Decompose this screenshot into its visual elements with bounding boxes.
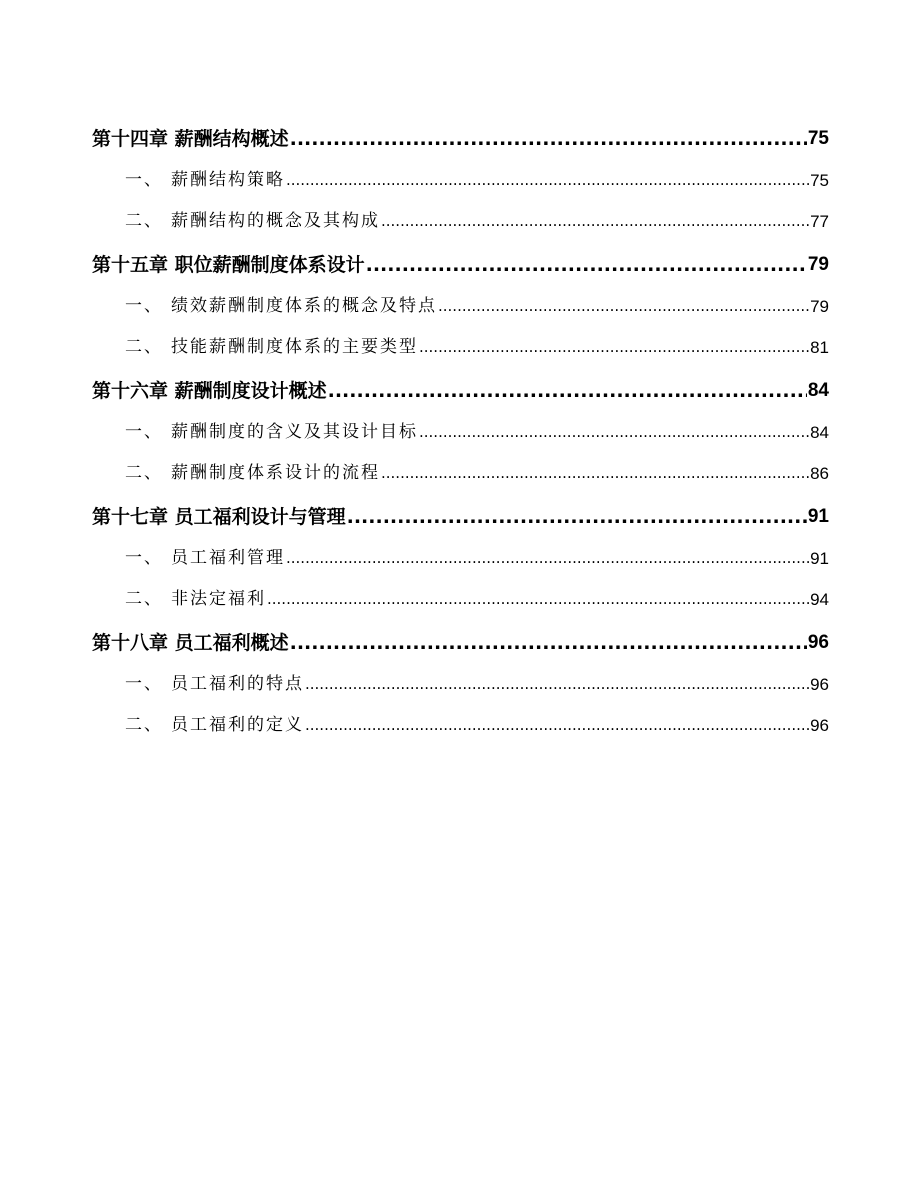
chapter-page-number: 75	[807, 128, 829, 149]
section-number: 一、	[125, 548, 163, 568]
toc-chapter-entry[interactable]	[92, 622, 829, 664]
section-title: 绩效薪酬制度体系的概念及特点	[171, 296, 437, 316]
dot-leader	[381, 453, 809, 494]
dot-leader	[286, 160, 809, 201]
section-page-number: 96	[810, 716, 829, 735]
chapter-title: 第十四章 薪酬结构概述	[92, 128, 289, 150]
section-label	[125, 160, 285, 201]
chapter-title: 第十八章 员工福利概述	[92, 632, 289, 654]
chapter-page-number: 96	[807, 632, 829, 653]
section-page-number: 75	[810, 171, 829, 190]
toc-section-entry[interactable]	[92, 579, 829, 620]
section-page-number: 79	[810, 297, 829, 316]
toc-section-entry[interactable]	[92, 160, 829, 201]
dot-leader	[419, 327, 809, 368]
toc-section-entry[interactable]	[92, 201, 829, 242]
section-label	[125, 412, 418, 453]
dot-leader	[328, 370, 807, 412]
dot-leader	[438, 286, 809, 327]
toc-section-entry[interactable]	[92, 327, 829, 368]
dot-leader	[290, 118, 807, 160]
section-label	[125, 286, 437, 327]
section-label	[125, 579, 266, 620]
toc-chapter-entry[interactable]	[92, 370, 829, 412]
toc-section-entry[interactable]	[92, 664, 829, 705]
section-page-number: 86	[810, 464, 829, 483]
section-page-number: 81	[810, 338, 829, 357]
section-number: 一、	[125, 170, 163, 190]
toc-chapter-entry[interactable]	[92, 118, 829, 160]
dot-leader	[305, 705, 809, 746]
section-title: 技能薪酬制度体系的主要类型	[171, 337, 418, 357]
toc-section-entry[interactable]	[92, 412, 829, 453]
chapter-title: 第十五章 职位薪酬制度体系设计	[92, 254, 365, 276]
chapter-page-number: 91	[807, 506, 829, 527]
section-title: 薪酬结构策略	[171, 170, 285, 190]
dot-leader	[267, 579, 809, 620]
section-number: 一、	[125, 674, 163, 694]
section-label	[125, 453, 380, 494]
section-page-number: 91	[810, 549, 829, 568]
section-number: 一、	[125, 296, 163, 316]
dot-leader	[381, 201, 809, 242]
section-label	[125, 664, 304, 705]
table-of-contents	[92, 116, 829, 746]
section-number: 二、	[125, 337, 163, 357]
section-page-number: 94	[810, 590, 829, 609]
dot-leader	[290, 622, 807, 664]
section-title: 员工福利的特点	[171, 674, 304, 694]
section-label	[125, 538, 285, 579]
section-page-number: 84	[810, 423, 829, 442]
section-label	[125, 201, 380, 242]
toc-section-entry[interactable]	[92, 286, 829, 327]
section-label	[125, 327, 418, 368]
section-number: 二、	[125, 715, 163, 735]
toc-chapter-entry[interactable]	[92, 496, 829, 538]
chapter-page-number: 79	[807, 254, 829, 275]
section-title: 薪酬制度体系设计的流程	[171, 463, 380, 483]
toc-section-entry[interactable]	[92, 538, 829, 579]
section-number: 一、	[125, 422, 163, 442]
chapter-title: 第十六章 薪酬制度设计概述	[92, 380, 327, 402]
dot-leader	[286, 538, 809, 579]
section-number: 二、	[125, 211, 163, 231]
chapter-title: 第十七章 员工福利设计与管理	[92, 506, 346, 528]
section-title: 非法定福利	[171, 589, 266, 609]
toc-section-entry[interactable]	[92, 453, 829, 494]
section-page-number: 96	[810, 675, 829, 694]
dot-leader	[347, 496, 807, 538]
toc-chapter-entry[interactable]	[92, 244, 829, 286]
toc-section-entry[interactable]	[92, 705, 829, 746]
section-number: 二、	[125, 463, 163, 483]
section-title: 薪酬制度的含义及其设计目标	[171, 422, 418, 442]
dot-leader	[419, 412, 809, 453]
section-page-number: 77	[810, 212, 829, 231]
section-number: 二、	[125, 589, 163, 609]
dot-leader	[366, 244, 807, 286]
dot-leader	[305, 664, 809, 705]
chapter-page-number: 84	[807, 380, 829, 401]
section-title: 员工福利管理	[171, 548, 285, 568]
section-title: 薪酬结构的概念及其构成	[171, 211, 380, 231]
section-title: 员工福利的定义	[171, 715, 304, 735]
section-label	[125, 705, 304, 746]
